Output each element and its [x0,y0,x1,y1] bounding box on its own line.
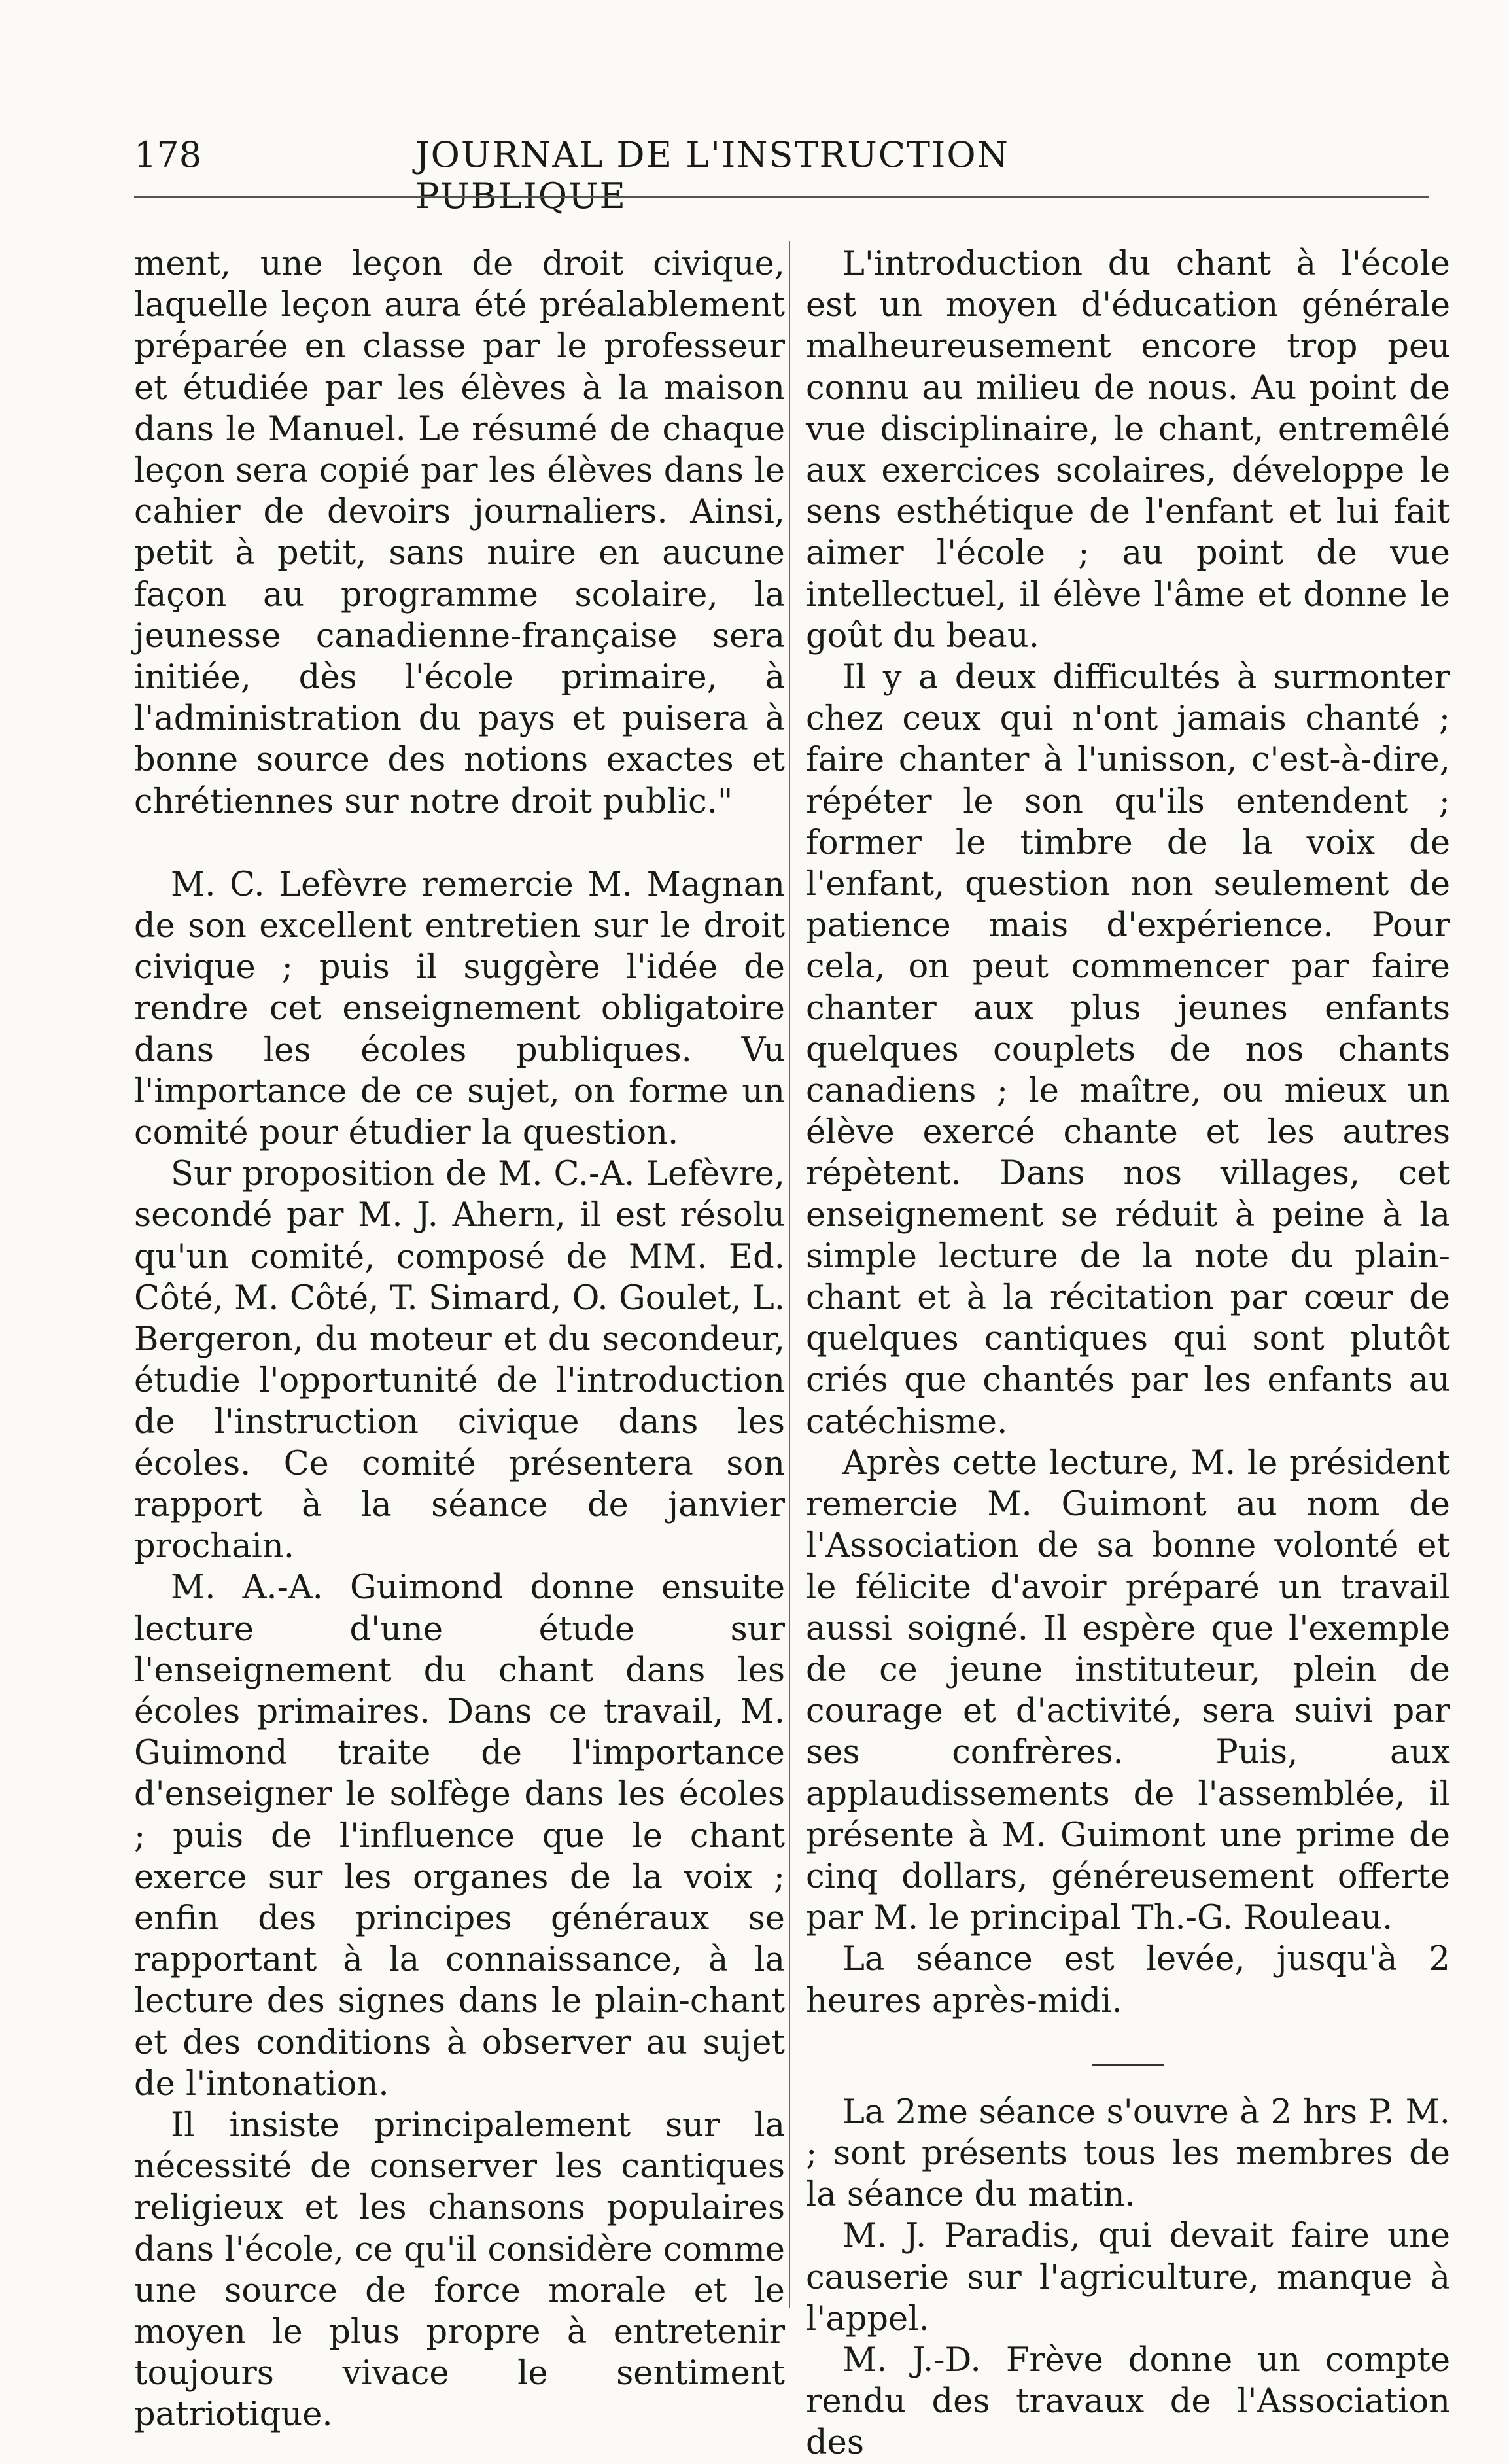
section-rule [1092,2064,1164,2066]
paragraph: M. J. Paradis, qui devait faire une causerie sur l'agriculture, manque à l'appel. [806,2217,1450,2338]
right-column [806,243,1450,2464]
paragraph: Après cette lecture, M. le président remercie M. Guimont au nom de l'Association de sa bonne volonté et le félicite d'avoir préparé un travail aussi soigné. Il espère que l'exemple de ce jeune instituteur, plein de courage et d'activité, sera suivi par ses confrères. Puis, aux applaudissements de l'assemblée, il présente à M. Guimont une prime de cinq dollars, généreusement offerte par M. le principal Th.-G. Rouleau. [806,1443,1450,1938]
paragraph: L'introduction du chant à l'école est un moyen d'éducation générale malheureusement encore trop peu connu au milieu de nous. Au point de vue disciplinaire, le chant, entremêlé aux exercices scolaires, développe le sens esthétique de l'enfant et lui fait aimer l'école ; au point de vue intellectuel, il élève l'âme et donne le goût du beau. [806,245,1450,656]
paragraph: Il y a deux difficultés à surmonter chez ceux qui n'ont jamais chanté ; faire chanter à l'unisson, c'est-à-dire, répéter le son qu'ils entendent ; former le timbre de la voix de l'enfant, question non seulement de patience mais d'expérience. Pour cela, on peut commencer par faire chanter aux plus jeunes enfants quelques couplets de nos chants canadiens ; le maître, ou mieux un élève exercé chante et les autres répètent. Dans nos villages, cet enseignement se réduit à peine à la simple lecture de la note du plain-chant et à la récitation par cœur de quelques cantiques qui sont plutôt criés que chantés par les enfants au catéchisme. [806,658,1450,1441]
left-column [134,243,785,2436]
page-number: 178 [134,134,202,175]
running-title: JOURNAL DE L'INSTRUCTION PUBLIQUE [415,134,1009,217]
paragraph: La séance est levée, jusqu'à 2 heures après-midi. [806,1940,1450,2020]
paragraph: La 2me séance s'ouvre à 2 hrs P. M. ; sont présents tous les membres de la séance du matin. [806,2092,1450,2215]
paragraph: M. A.-A. Guimond donne ensuite lecture d'une étude sur l'enseignement du chant dans les écoles primaires. Dans ce travail, M. Guimond traite de l'importance d'enseigner le solfège dans les écoles ; puis de l'influence que le chant exerce sur les organes de la voix ; enfin des principes généraux se rapportant à la connaissance, à la lecture des signes dans le plain-chant et des conditions à observer au sujet de l'intonation. [134,1568,785,2103]
column-divider [789,241,790,2308]
header-rule [134,196,1429,198]
running-header [134,134,1184,217]
paragraph: Sur proposition de M. C.-A. Lefèvre, secondé par M. J. Ahern, il est résolu qu'un comité, composé de MM. Ed. Côté, M. Côté, T. Simard, O. Goulet, L. Bergeron, du moteur et du secondeur, étudie l'opportunité de l'introduction de l'instruction civique dans les écoles. Ce comité présentera son rapport à la séance de janvier prochain. [134,1155,785,1566]
paragraph: M. J.-D. Frève donne un compte rendu des travaux de l'Association des [806,2340,1450,2463]
paragraph: M. C. Lefèvre remercie M. Magnan de son excellent entretien sur le droit civique ; puis il suggère l'idée de rendre cet enseignement obligatoire dans les écoles publiques. Vu l'importance de ce sujet, on forme un comité pour étudier la question. [134,865,785,1153]
paragraph: Il insiste principalement sur la nécessité de conserver les cantiques religieux et les chansons populaires dans l'école, ce qu'il considère comme une source de force morale et le moyen le plus propre à entretenir toujours vivace le sentiment patriotique. [134,2105,785,2435]
paragraph: ment, une leçon de droit civique, laquelle leçon aura été préalablement préparée en classe par le professeur et étudiée par les élèves à la maison dans le Manuel. Le résumé de chaque leçon sera copié par les élèves dans le cahier de devoirs journaliers. Ainsi, petit à petit, sans nuire en aucune façon au programme scolaire, la jeunesse canadienne-française sera initiée, dès l'école primaire, à l'administration du pays et puisera à bonne source des notions exactes et chrétiennes sur notre droit public." [134,245,785,821]
